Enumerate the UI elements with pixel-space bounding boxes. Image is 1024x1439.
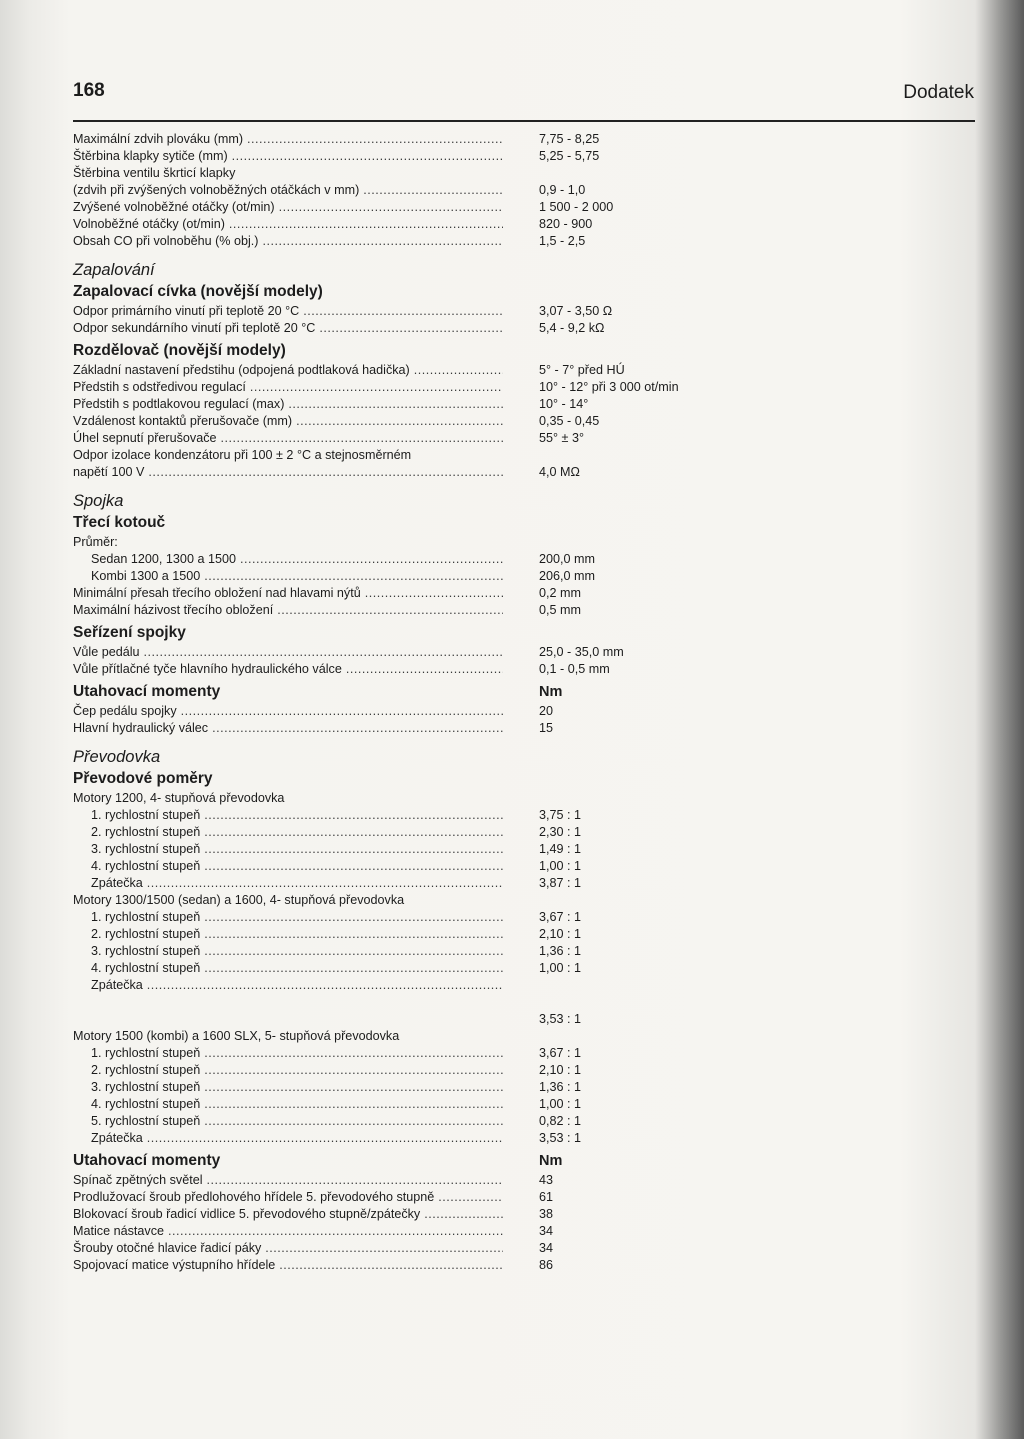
spec-value: 820 - 900 — [539, 217, 593, 231]
spec-label-text: 4. rychlostní stupeň ..... — [91, 961, 503, 975]
spec-value: 1,49 : 1 — [539, 842, 582, 856]
spec-label-text: Matice nástavce ..... — [73, 1224, 503, 1238]
spec-label-text: 2. rychlostní stupeň ..... — [91, 825, 503, 839]
spec-label-text: Sedan 1200, 1300 a 1500 ..... — [91, 552, 503, 566]
spec-value: 0,9 - 1,0 — [539, 183, 586, 197]
spec-label-text: Předstih s odstředivou regulací ..... — [73, 380, 503, 394]
spec-label-text: 4. rychlostní stupeň ..... — [91, 859, 503, 873]
spec-row — [73, 362, 773, 379]
spec-label — [73, 644, 503, 661]
torque-unit: Nm — [539, 1153, 563, 1169]
spec-value: 1,00 : 1 — [539, 859, 582, 873]
spec-label-text: 4. rychlostní stupeň ..... — [91, 1097, 503, 1111]
subsection-title-disc: Třecí kotouč — [73, 514, 166, 531]
spec-value: 10° - 12° při 3 000 ot/min — [539, 380, 679, 394]
spec-label — [73, 703, 503, 720]
spec-value: 3,53 : 1 — [539, 1131, 582, 1145]
spec-row — [73, 216, 773, 233]
spec-label — [73, 892, 503, 909]
spec-value: 3,75 : 1 — [539, 808, 582, 822]
spec-label — [91, 568, 503, 585]
subsection-adjust — [73, 622, 773, 644]
spec-label — [73, 182, 503, 199]
spec-label-text: Čep pedálu spojky ..... — [73, 704, 503, 718]
spec-row — [73, 303, 773, 320]
spec-label — [73, 396, 503, 413]
spec-label — [73, 790, 503, 807]
spec-label-text: 1. rychlostní stupeň ..... — [91, 1046, 503, 1060]
spec-row — [73, 841, 773, 858]
subsection-title-distributor: Rozdělovač (novější modely) — [73, 342, 286, 359]
spec-label-text: Zvýšené volnoběžné otáčky (ot/min) ..... — [73, 200, 503, 214]
spec-label — [91, 807, 503, 824]
spec-value: 1,36 : 1 — [539, 1080, 582, 1094]
spec-label — [73, 303, 503, 320]
spec-label-text: Maximální zdvih plováku (mm) ..... — [73, 132, 503, 146]
spec-row — [73, 551, 773, 568]
spec-row — [73, 1206, 773, 1223]
section-title-clutch: Spojka — [73, 492, 124, 510]
spec-row — [73, 703, 773, 720]
spec-value: 2,30 : 1 — [539, 825, 582, 839]
spec-label — [73, 1028, 503, 1045]
spec-label — [91, 1130, 503, 1147]
spec-label-text: Hlavní hydraulický válec ..... — [73, 721, 503, 735]
spec-label — [91, 909, 503, 926]
spec-value: 55° ± 3° — [539, 431, 584, 445]
spec-row — [73, 644, 773, 661]
spec-row — [73, 1240, 773, 1257]
spec-label-text: Zpátečka ..... — [91, 978, 503, 992]
spec-value: 15 — [539, 721, 554, 735]
torque-unit: Nm — [539, 684, 563, 700]
spec-value: 43 — [539, 1173, 554, 1187]
spec-label — [91, 858, 503, 875]
spec-row — [73, 1011, 773, 1028]
spec-label-text: Volnoběžné otáčky (ot/min) ..... — [73, 217, 503, 231]
spec-label — [73, 233, 503, 250]
group-title — [73, 1028, 773, 1045]
spec-row — [73, 534, 773, 551]
spec-row — [73, 1257, 773, 1274]
spec-label-text: Průměr: — [73, 535, 118, 549]
spec-row — [73, 568, 773, 585]
subsection-title-clutch-torque: Utahovací momenty — [73, 683, 221, 700]
spec-row — [73, 1113, 773, 1130]
spec-label — [73, 148, 503, 165]
spec-row — [73, 824, 773, 841]
spec-label-text: Štěrbina ventilu škrticí klapky — [73, 166, 236, 180]
spec-label-text: Vzdálenost kontaktů přerušovače (mm) ..... — [73, 414, 503, 428]
spec-value: 34 — [539, 1224, 554, 1238]
spec-value: 0,82 : 1 — [539, 1114, 582, 1128]
spec-label — [73, 1223, 503, 1240]
spec-value: 0,1 - 0,5 mm — [539, 662, 610, 676]
spec-label — [91, 1096, 503, 1113]
spec-value: 0,5 mm — [539, 603, 581, 617]
spec-value: 4,0 MΩ — [539, 465, 580, 479]
spec-value: 1,00 : 1 — [539, 961, 582, 975]
spec-label — [73, 379, 503, 396]
spec-value: 1,00 : 1 — [539, 1097, 582, 1111]
spec-label-text: Úhel sepnutí přerušovače ..... — [73, 431, 503, 445]
page-number: 168 — [73, 80, 105, 101]
spec-label — [73, 602, 503, 619]
spec-label-text: 3. rychlostní stupeň ..... — [91, 944, 503, 958]
spec-value: 5,25 - 5,75 — [539, 149, 600, 163]
spec-row — [73, 320, 773, 337]
spec-row — [73, 148, 773, 165]
spec-row — [73, 396, 773, 413]
spec-row — [73, 807, 773, 824]
spec-label — [73, 216, 503, 233]
spec-label-text: Zpátečka ..... — [91, 876, 503, 890]
carb-spec-list — [73, 131, 773, 250]
spec-value: 0,2 mm — [539, 586, 581, 600]
spec-label-text: Šrouby otočné hlavice řadicí páky ..... — [73, 1241, 503, 1255]
spec-label-text: Motory 1500 (kombi) a 1600 SLX, 5- stupňová převodovka — [73, 1029, 400, 1043]
spec-label — [73, 1257, 503, 1274]
spec-label — [91, 841, 503, 858]
spec-label-text: Odpor sekundárního vinutí při teplotě 20 °C ..... — [73, 321, 503, 335]
spec-row — [73, 1172, 773, 1189]
section-title-ignition: Zapalování — [73, 261, 155, 279]
spec-row — [73, 165, 773, 182]
spec-row — [73, 977, 773, 994]
spec-label — [91, 926, 503, 943]
chapter-title: Dodatek — [903, 82, 974, 103]
subsection-title-coil: Zapalovací cívka (novější modely) — [73, 283, 323, 300]
spec-row — [73, 661, 773, 678]
spec-value: 5,4 - 9,2 kΩ — [539, 321, 605, 335]
spec-label — [73, 1172, 503, 1189]
spec-row — [73, 430, 773, 447]
spec-value: 25,0 - 35,0 mm — [539, 645, 624, 659]
spec-label — [91, 1045, 503, 1062]
spec-value: 3,67 : 1 — [539, 1046, 582, 1060]
subsection-distributor — [73, 340, 773, 362]
spec-row — [73, 447, 773, 464]
spec-value: 3,87 : 1 — [539, 876, 582, 890]
spec-value: 7,75 - 8,25 — [539, 132, 600, 146]
spec-row — [73, 602, 773, 619]
spec-label-text: Obsah CO při volnoběhu (% obj.) ..... — [73, 234, 503, 248]
spec-label-text: Minimální přesah třecího obložení nad hlavami nýtů ..... — [73, 586, 503, 600]
spec-label-text: Základní nastavení předstihu (odpojená podtlaková hadička) ..... — [73, 363, 503, 377]
spec-label — [73, 585, 503, 602]
spec-value: 10° - 14° — [539, 397, 589, 411]
spec-row — [73, 1079, 773, 1096]
spec-label-text: Odpor primárního vinutí při teplotě 20 °C ..... — [73, 304, 503, 318]
spec-row — [73, 943, 773, 960]
spec-value: 1 500 - 2 000 — [539, 200, 614, 214]
spec-label-text: 3. rychlostní stupeň ..... — [91, 842, 503, 856]
spec-label — [73, 1240, 503, 1257]
spec-label-text: 2. rychlostní stupeň ..... — [91, 1063, 503, 1077]
spec-content — [73, 131, 773, 1274]
group-title — [73, 790, 773, 807]
spec-value: 20 — [539, 704, 554, 718]
subsection-gearbox-torque — [73, 1150, 773, 1172]
subsection-title-adjust: Seřízení spojky — [73, 624, 186, 641]
spec-value: 86 — [539, 1258, 554, 1272]
spec-row — [73, 909, 773, 926]
spec-row — [73, 233, 773, 250]
section-title-gearbox: Převodovka — [73, 748, 161, 766]
spec-label — [73, 165, 503, 182]
spec-label-text: Předstih s podtlakovou regulací (max) ..... — [73, 397, 503, 411]
spec-value: 61 — [539, 1190, 554, 1204]
spec-value: 3,67 : 1 — [539, 910, 582, 924]
header-rule — [73, 120, 975, 122]
spec-label-text: (zdvih při zvýšených volnoběžných otáčkách v mm) ..... — [73, 183, 503, 197]
spec-value: 2,10 : 1 — [539, 1063, 582, 1077]
spec-label — [91, 551, 503, 568]
spec-label — [91, 943, 503, 960]
spec-value: 0,35 - 0,45 — [539, 414, 600, 428]
spec-label — [73, 1189, 503, 1206]
spec-row — [73, 720, 773, 737]
subsection-clutch-torque — [73, 681, 773, 703]
spec-row — [73, 1096, 773, 1113]
spec-label — [73, 720, 503, 737]
spec-label-text: Vůle přítlačné tyče hlavního hydraulického válce ..... — [73, 662, 503, 676]
spec-value: 1,36 : 1 — [539, 944, 582, 958]
spec-value: 2,10 : 1 — [539, 927, 582, 941]
spec-row — [73, 585, 773, 602]
spec-label — [91, 977, 503, 994]
spec-label — [73, 131, 503, 148]
spec-label-text: Motory 1200, 4- stupňová převodovka — [73, 791, 285, 805]
spec-label-text: 2. rychlostní stupeň ..... — [91, 927, 503, 941]
spec-label — [73, 447, 503, 464]
spec-row — [73, 926, 773, 943]
spec-label-text: 3. rychlostní stupeň ..... — [91, 1080, 503, 1094]
spec-value: 3,07 - 3,50 Ω — [539, 304, 613, 318]
spec-label-text: Odpor izolace kondenzátoru při 100 ± 2 °C a stejnosměrném — [73, 448, 412, 462]
spec-label — [73, 534, 503, 551]
spec-label-text: Zpátečka ..... — [91, 1131, 503, 1145]
spec-label-text: Kombi 1300 a 1500 ..... — [91, 569, 503, 583]
spec-row — [73, 1130, 773, 1147]
spec-label — [91, 1113, 503, 1130]
spec-row — [73, 960, 773, 977]
spec-label — [73, 320, 503, 337]
spec-row — [73, 131, 773, 148]
spec-row — [73, 413, 773, 430]
spec-label — [73, 464, 503, 481]
spec-label-text: Spínač zpětných světel ..... — [73, 1173, 503, 1187]
spec-label-text: 1. rychlostní stupeň ..... — [91, 808, 503, 822]
spec-row — [73, 1223, 773, 1240]
spec-value: 38 — [539, 1207, 554, 1221]
spec-label — [73, 661, 503, 678]
spec-label — [73, 199, 503, 216]
spec-label-text: Prodlužovací šroub předlohového hřídele 5. převodového stupně ..... — [73, 1190, 503, 1204]
spec-value: 5° - 7° před HÚ — [539, 363, 625, 377]
spec-label — [91, 824, 503, 841]
spec-label-text: Blokovací šroub řadicí vidlice 5. převodového stupně/zpátečky ..... — [73, 1207, 503, 1221]
spec-label — [73, 413, 503, 430]
spec-label — [73, 362, 503, 379]
spec-row — [73, 464, 773, 481]
group2-reverse-value: 3,53 : 1 — [539, 1012, 582, 1026]
spec-row — [73, 199, 773, 216]
subsection-title-gearbox-torque: Utahovací momenty — [73, 1152, 221, 1169]
spec-row — [73, 875, 773, 892]
spec-row — [73, 1189, 773, 1206]
spec-label-text: Vůle pedálu ..... — [73, 645, 503, 659]
spec-label — [91, 875, 503, 892]
spec-value: 206,0 mm — [539, 569, 595, 583]
spec-label — [73, 1206, 503, 1223]
spec-label-text: Motory 1300/1500 (sedan) a 1600, 4- stupňová převodovka — [73, 893, 405, 907]
spec-value: 34 — [539, 1241, 554, 1255]
spec-row — [73, 182, 773, 199]
group-title — [73, 892, 773, 909]
spec-label-text: Spojovací matice výstupního hřídele ..... — [73, 1258, 503, 1272]
spec-label — [91, 1062, 503, 1079]
spec-label — [73, 430, 503, 447]
spec-label-text: napětí 100 V ..... — [73, 465, 503, 479]
subsection-title-ratios: Převodové poměry — [73, 770, 213, 787]
spec-label — [91, 1079, 503, 1096]
spec-value: 1,5 - 2,5 — [539, 234, 586, 248]
spec-row — [73, 1045, 773, 1062]
spec-label — [91, 960, 503, 977]
spec-row — [73, 379, 773, 396]
spec-label-text: Maximální házivost třecího obložení ..... — [73, 603, 503, 617]
spec-row — [73, 1062, 773, 1079]
spec-label-text: Štěrbina klapky sytiče (mm) ..... — [73, 149, 503, 163]
spec-row — [73, 858, 773, 875]
spec-label-text: 5. rychlostní stupeň ..... — [91, 1114, 503, 1128]
spec-label-text: 1. rychlostní stupeň ..... — [91, 910, 503, 924]
spec-value: 200,0 mm — [539, 552, 595, 566]
